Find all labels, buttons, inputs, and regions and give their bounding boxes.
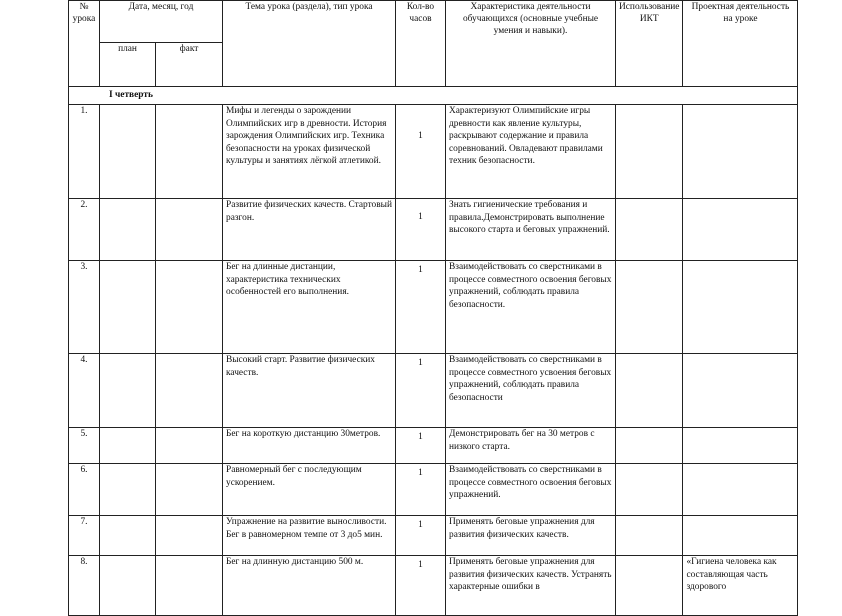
lesson-hours: 1 [396,428,446,464]
table-row [69,354,798,428]
lesson-project: «Гигиена человека как составляющая часть здорового [683,556,798,616]
header-fact: факт [156,43,223,87]
lesson-topic: Бег на короткую дистанцию 30метров. [223,428,396,464]
date-plan [100,428,156,464]
header-lesson-number: № урока [69,1,100,87]
lesson-ict [616,354,683,428]
lesson-hours: 1 [396,464,446,516]
lesson-skills: Взаимодействовать со сверстниками в процессе совместного освоения беговых упражнений, соблюдать правила безопасности. [446,261,616,354]
header-plan: план [100,43,156,87]
lesson-number: 5. [69,428,100,464]
date-fact [156,354,223,428]
lesson-ict [616,261,683,354]
date-fact [156,105,223,199]
lesson-number: 3. [69,261,100,354]
lesson-skills: Применять беговые упражнения для развития физических качеств. [446,516,616,556]
lesson-project [683,354,798,428]
table-row [69,516,798,556]
lesson-skills: Характеризуют Олимпийские игры древности как явление культуры, раскрывают содержание и правила соревнований. Овладевают правилами техник безопасности. [446,105,616,199]
lesson-project [683,105,798,199]
date-plan [100,354,156,428]
date-plan [100,261,156,354]
table-row [69,428,798,464]
lesson-number: 8. [69,556,100,616]
date-plan [100,464,156,516]
header-date: Дата, месяц, год [100,1,223,43]
lesson-hours: 1 [396,261,446,354]
lesson-ict [616,464,683,516]
lesson-topic: Развитие физических качеств. Стартовый разгон. [223,199,396,261]
table-row [69,556,798,616]
lesson-skills: Взаимодействовать со сверстниками в процессе совместного усвоения беговых упражнений, соблюдать правила безопасности [446,354,616,428]
lesson-topic: Мифы и легенды о зарождении Олимпийских игр в древности. История зарождения Олимпийских игр. Техника безопасности на уроках физической культуры и занятиях лёгкой атлетикой. [223,105,396,199]
header-skills: Характеристика деятельности обучающихся (основные учебные умения и навыки). [446,1,616,87]
header-ict: Использование ИКТ [616,1,683,87]
lesson-project [683,428,798,464]
lesson-number: 2. [69,199,100,261]
table-row [69,464,798,516]
lesson-ict [616,105,683,199]
date-fact [156,556,223,616]
date-plan [100,556,156,616]
lesson-skills: Знать гигиенические требования и правила.Демонстрировать выполнение высокого старта и беговых упражнений. [446,199,616,261]
table-row [69,199,798,261]
table-row [69,105,798,199]
lesson-project [683,261,798,354]
lesson-ict [616,556,683,616]
lesson-topic: Бег на длинные дистанции, характеристика технических особенностей его выполнения. [223,261,396,354]
lesson-topic: Равномерный бег с последующим ускорением. [223,464,396,516]
quarter-label: I четверть [69,87,798,105]
lesson-hours: 1 [396,516,446,556]
date-plan [100,199,156,261]
lesson-topic: Упражнение на развитие выносливости. Бег в равномерном темпе от 3 до5 мин. [223,516,396,556]
lesson-skills: Применять беговые упражнения для развития физических качеств. Устранять характерные ошибки в [446,556,616,616]
lesson-number: 7. [69,516,100,556]
lesson-project [683,464,798,516]
date-fact [156,199,223,261]
date-fact [156,516,223,556]
header-topic: Тема урока (раздела), тип урока [223,1,396,87]
table-row [69,261,798,354]
lesson-number: 4. [69,354,100,428]
date-fact [156,261,223,354]
lesson-number: 6. [69,464,100,516]
quarter-row [69,87,798,105]
date-plan [100,105,156,199]
date-fact [156,464,223,516]
lesson-ict [616,199,683,261]
lesson-project [683,199,798,261]
date-fact [156,428,223,464]
lesson-skills: Демонстрировать бег на 30 метров с низкого старта. [446,428,616,464]
lesson-hours: 1 [396,105,446,199]
lesson-hours: 1 [396,354,446,428]
lesson-plan-table [68,0,798,616]
lesson-hours: 1 [396,199,446,261]
lesson-ict [616,428,683,464]
lesson-project [683,516,798,556]
lesson-number: 1. [69,105,100,199]
header-hours: Кол-во часов [396,1,446,87]
lesson-hours: 1 [396,556,446,616]
lesson-topic: Высокий старт. Развитие физических качеств. [223,354,396,428]
lesson-topic: Бег на длинную дистанцию 500 м. [223,556,396,616]
header-project: Проектная деятельность на уроке [683,1,798,87]
lesson-ict [616,516,683,556]
lesson-skills: Взаимодействовать со сверстниками в процессе совместного освоения беговых упражнений. [446,464,616,516]
date-plan [100,516,156,556]
